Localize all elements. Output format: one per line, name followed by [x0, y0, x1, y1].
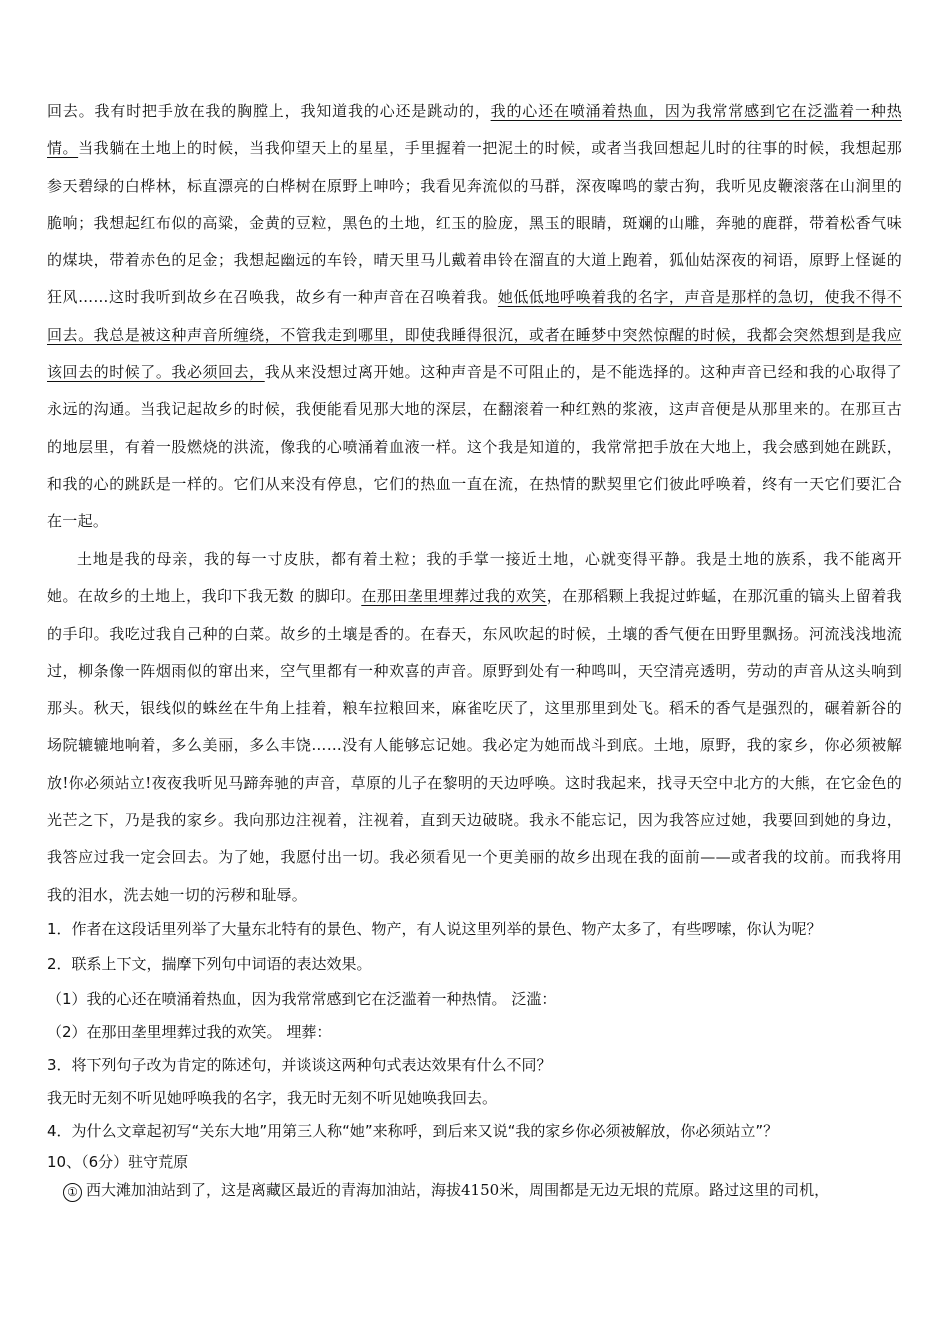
- question-4: 4．为什么文章起初写“关东大地”用第三人称“她”来称呼，到后来又说“我的家乡你必须被解放，你必须站立”？: [47, 1122, 779, 1140]
- underlined-sentence: 在那田垄里埋葬过我的欢笑: [361, 587, 547, 606]
- text-segment: 当我躺在土地上的时候，当我仰望天上的星星，手里握着一把泥土的时候，或者当我回想起儿时的往事的时候，我想起那参天碧绿的白桦林，标直漂亮的白桦树在原野上呻吟；我看见奔流似的马群，深夜嗥鸣的蒙古狗，我听见皮鞭滚落在山涧里的脆响；我想起红布似的高粱，金黄的豆粒，黑色的土地，红玉的脸庞，黑玉的眼睛，斑斓的山雕，奔驰的鹿群，带着松香气味的煤块，带着赤色的足金；我想起幽远的车铃，晴天里马儿戴着串铃在溜直的大道上跑着，狐仙姑深夜的祠语，原野上怪诞的狂风……这时我听到故乡在召唤我，故乡有一种声音在召唤着我。: [47, 139, 902, 307]
- underlined-sentence: 她低低地呼唤着我的名字，声音是那样的急切，使我不得不回去。我总是被这种声音所缠绕，不管我走到哪里，即使我睡得很沉，或者在睡梦中突然惊醒的时候，我都会突然想到是我应该回去的时候了。我必须回去，: [47, 288, 902, 382]
- next-passage-text: 西大滩加油站到了，这是离藏区最近的青海加油站，海拔4150米，周围都是无边无垠的荒原。路过这里的司机，: [86, 1181, 830, 1199]
- question-2: 2．联系上下文，揣摩下列句中词语的表达效果。: [47, 955, 372, 973]
- next-passage-line: [47, 1179, 923, 1202]
- question-3-sentence: 我无时无刻不听见她呼唤我的名字，我无时无刻不听见她唤我回去。: [47, 1089, 498, 1107]
- underlined-sentence: 我的心还在喷涌着热血，因为我常常感到它在泛滥着一种热情。: [47, 102, 902, 158]
- paragraph-number-marker: ①: [63, 1183, 82, 1202]
- text-segment: 土地是我的母亲，我的每一寸皮肤，都有着土粒；我的手掌一接近土地，心就变得平静。我是土地的族系，我不能离开她。在故乡的土地上，我印下我无数 的脚印。: [47, 550, 902, 606]
- question-3: 3．将下列句子改为肯定的陈述句，并谈谈这两种句式表达效果有什么不同？: [47, 1056, 552, 1074]
- text-segment: 回去。我有时把手放在我的胸膛上，我知道我的心还是跳动的，: [47, 102, 491, 120]
- passage-paragraph-1: [47, 93, 902, 541]
- question-2-item-2: （2）在那田垄里埋葬过我的欢笑。 埋葬：: [47, 1023, 332, 1041]
- text-segment: 我从来没想过离开她。这种声音是不可阻止的，是不能选择的。这种声音已经和我的心取得了永远的沟通。当我记起故乡的时候，我便能看见那大地的深层，在翻滚着一种红熟的浆液，这声音便是从那里来的。在那亘古的地层里，有着一股燃烧的洪流，像我的心喷涌着血液一样。这个我是知道的，我常常把手放在大地上，我会感到她在跳跃，和我的心的跳跃是一样的。它们从来没有停息，它们的热血一直在流，在热情的默契里它们彼此呼唤着，终有一天它们要汇合在一起。: [47, 363, 902, 531]
- question-1: 1．作者在这段话里列举了大量东北特有的景色、物产，有人说这里列举的景色、物产太多了，有些啰嗦，你认为呢？: [47, 920, 822, 938]
- text-segment: ，在那稻颗上我捉过蚱蜢，在那沉重的镐头上留着我的手印。我吃过我自己种的白菜。故乡的土壤是香的。在春天，东风吹起的时候，土壤的香气便在田野里飘扬。河流浅浅地流过，柳条像一阵烟雨似的窜出来，空气里都有一种欢喜的声音。原野到处有一种鸣叫，天空清亮透明，劳动的声音从这头响到那头。秋天，银线似的蛛丝在牛角上挂着，粮车拉粮回来，麻雀吃厌了，这里那里到处飞。稻禾的香气是强烈的，碾着新谷的场院辘辘地响着，多么美丽，多么丰饶……没有人能够忘记她。我必定为她而战斗到底。土地，原野，我的家乡，你必须被解放!你必须站立!夜夜我听见马蹄奔驰的声音，草原的儿子在黎明的天边呼唤。这时我起来，找寻天空中北方的大熊，在它金色的光芒之下，乃是我的家乡。我向那边注视着，注视着，直到天边破晓。我永不能忘记，因为我答应过她，我要回到她的身边，我答应过我一定会回去。为了她，我愿付出一切。我必须看见一个更美丽的故乡出现在我的面前——或者我的坟前。而我将用我的泪水，洗去她一切的污秽和耻辱。: [47, 587, 902, 904]
- passage-paragraph-2: [47, 541, 902, 914]
- section-10-heading: 10、（6分）驻守荒原: [47, 1153, 189, 1171]
- question-2-item-1: （1）我的心还在喷涌着热血，因为我常常感到它在泛滥着一种热情。 泛滥：: [47, 990, 557, 1008]
